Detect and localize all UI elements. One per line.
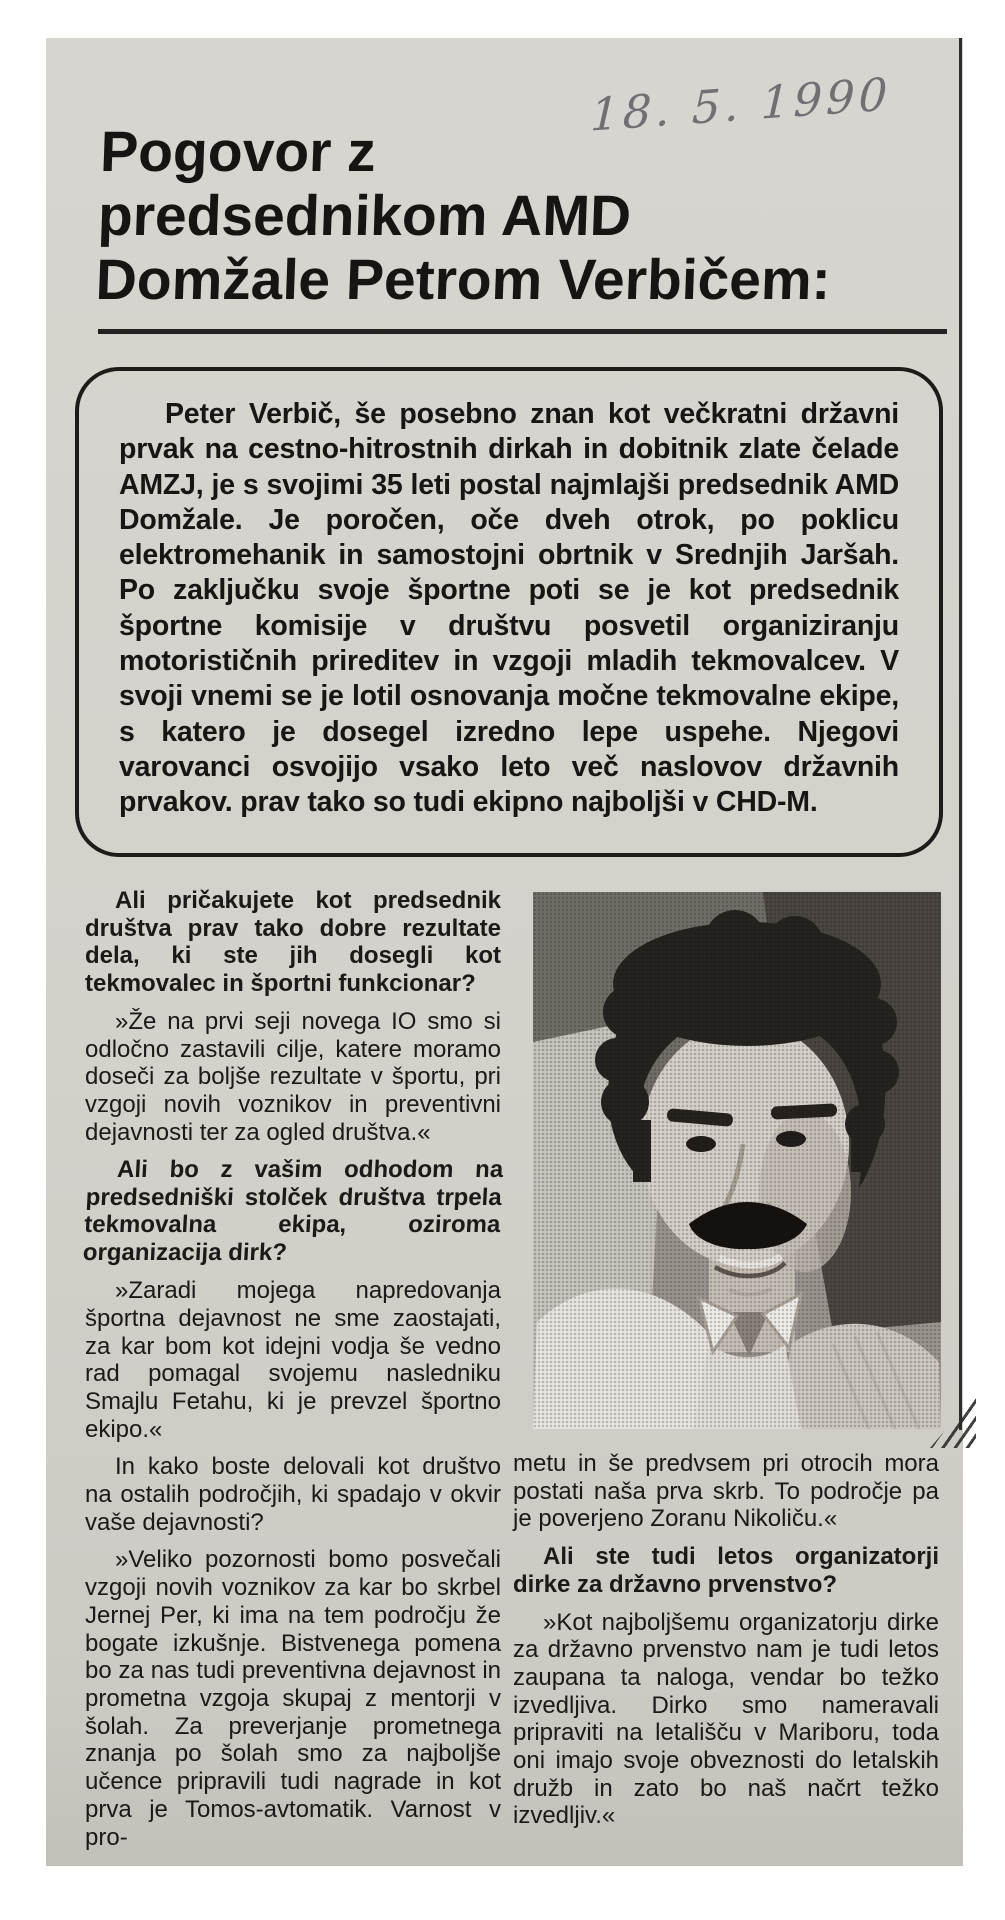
title-divider [98,329,947,334]
answer-3: »Veliko pozornosti bomo posvečali vzgoji novih voznikov za kar bo skrbel Jernej Per, ki ima na tem področju že bogate izkušnje. Bistvenega pomena bo za nas tudi preventivna dejavnost in prometna vzgoja skupaj z mentorji v šolah. Za preverjanje prometnega znanja po šolah smo za najboljše učence pripravili tudi nagrade in kot prva je Tomos-avtomatik. Varnost v pro- [85,1546,501,1851]
title-line-1: Pogovor z [99,120,377,184]
question-3: In kako boste delovali kot društvo na ostalih področjih, ki spadajo v okvir vaše dejavnosti? [85,1453,501,1536]
answer-4: »Kot najboljšemu organizatorju dirke za državno prvenstvo nam je tudi letos zaupana ta naloga, vendar bo težko izvedljiva. Dirko smo nameravali pripraviti na letališču v Mariboru, toda oni imajo svoje obveznosti do letalskih družb in zato bo naš načrt težko izvedljiv.« [513,1608,939,1830]
question-2: Ali bo z vašim odhodom na predsedniški stolček društva trpela tekmovalna ekipa, oziroma organizacija dirk? [82,1156,504,1267]
page-edge-line [959,38,962,1430]
column-right [513,1450,939,1840]
title-line-2: predsednikom AMD [96,184,633,248]
intro-box [75,367,943,857]
portrait-photo [533,892,941,1429]
column-left [82,887,504,1861]
newspaper-page [46,38,963,1866]
question-1: Ali pričakujete kot predsednik društva prav tako dobre rezultate dela, ki ste jih dosegli kot tekmovalec in športni funkcionar? [85,887,501,998]
halftone-overlay [533,892,941,1429]
question-4: Ali ste tudi letos organizatorji dirke za državno prvenstvo? [513,1543,939,1598]
article-title [95,120,837,312]
answer-3-continued: metu in še predvsem pri otrocih mora postati naša prva skrb. To področje pa je poverjeno Zoranu Nikoliču.« [513,1450,939,1533]
answer-2: »Zaradi mojega napredovanja športna dejavnost ne sme zaostajati, za kar bom kot idejni vodja še vedno rad pomagal svojemu nasledniku Smajlu Fetahu, ki je prevzel športno ekipo.« [85,1277,501,1443]
handwritten-date: 18. 5. 1990 [589,67,893,142]
title-line-3: Domžale Petrom Verbičem: [94,248,832,312]
answer-1: »Že na prvi seji novega IO smo si odločno zastavili cilje, katere moramo doseči za boljše rezultate v športu, pri vzgoji novih voznikov in preventivni dejavnosti ter za ogled društva.« [85,1007,501,1146]
intro-text: Peter Verbič, še posebno znan kot večkratni državni prvak na cestno-hitrostnih dirkah in dobitnik zlate čelade AMZJ, je s svojimi 35 leti postal najmlajši predsednik AMD Domžale. Je poročen, oče dveh otrok, po poklicu elektromehanik in samostojni obrtnik v Srednjih Jaršah. Po zaključku svoje športne poti se je kot predsednik športne komisije v društvu posvetil organiziranju motorističnih prireditev in vzgoji mladih tekmovalcev. V svoji vnemi se je lotil osnovanja močne tekmovalne ekipe, s katero je dosegel izredno lepe uspehe. Njegovi varovanci osvojijo vsako leto več naslovov državnih prvakov. prav tako so tudi ekipno najboljši v CHD-M. [119,398,899,819]
